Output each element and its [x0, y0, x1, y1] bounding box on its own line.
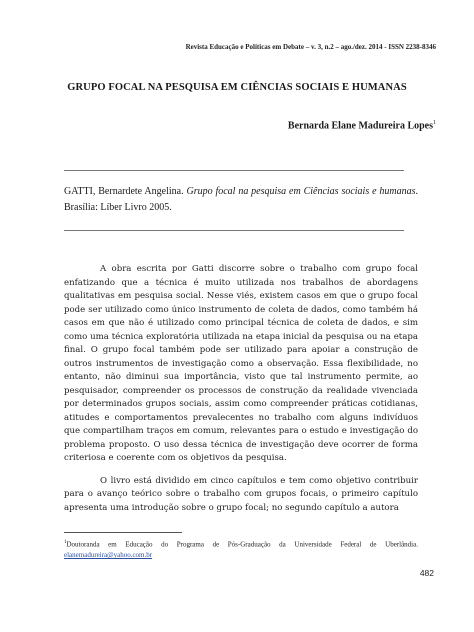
- author-name: Bernarda Elane Madureira Lopes: [287, 120, 433, 132]
- reference-title: Grupo focal na pesquisa em Ciências sociais e humanas: [186, 186, 416, 197]
- book-reference: [64, 184, 418, 216]
- author-footnote-mark[interactable]: 1: [433, 120, 436, 126]
- reference-author: GATTI, Bernardete Angelina.: [64, 186, 184, 197]
- reference-bottom-rule: [64, 230, 404, 231]
- reference-publication: . Brasília: Líber Livro 2005.: [64, 186, 419, 213]
- review-body: [64, 263, 418, 515]
- footnote-text: Doutoranda em Educação do Programa de Pós-Graduação da Universidade Federal de Uberlândia.: [66, 540, 418, 549]
- reference-top-rule: [64, 170, 404, 171]
- page-number: 482: [419, 568, 434, 578]
- footnote-mark: 1: [64, 540, 67, 545]
- author-line: [288, 120, 436, 131]
- journal-header: Revista Educação e Políticas em Debate – v. 3, n.2 – ago./dez. 2014 - ISSN 2238-8346: [185, 43, 436, 51]
- footnote: [64, 537, 418, 561]
- article-title: GRUPO FOCAL NA PESQUISA EM CIÊNCIAS SOCIAIS E HUMANAS: [67, 82, 407, 93]
- body-paragraph: A obra escrita por Gatti discorre sobre o trabalho com grupo focal enfatizando que a técnica é muito utilizada nos trabalhos de abordagens qualitativas em pesquisa social. Nesse viés, existem casos em que o grupo focal pode ser utilizado como único instrumento de coleta de dados, como também há casos em que não é utilizado como principal técnica de coleta de dados, e sim como uma técnica exploratória utilizada na etapa inicial da pesquisa ou na etapa final. O grupo focal também pode ser utilizado para apoiar a construção de outros instrumentos de investigação como a observação. Essa flexibilidade, no entanto, não diminui sua importância, visto que tal instrumento permite, ao pesquisador, compreender os processos de construção da realidade vivenciada por determinados grupos sociais, assim como compreender práticas cotidianas, atitudes e comportamentos prevalecentes no trabalho com alguns indivíduos que compartilham traços em comum, relevantes para o estudo e investigação do problema proposto. O uso dessa técnica de investigação deve ocorrer de forma criteriosa e coerente com os objetivos da pesquisa.: [64, 264, 418, 463]
- body-paragraph: O livro está dividido em cinco capítulos e tem como objetivo contribuir para o avanço teórico sobre o trabalho com grupos focais, o primeiro capítulo apresenta uma introdução sobre o grupo focal; no segundo capítulo a autora: [64, 475, 418, 513]
- footnote-separator: [64, 532, 182, 533]
- author-email-link[interactable]: elanemadureira@yahoo.com.br: [64, 551, 153, 560]
